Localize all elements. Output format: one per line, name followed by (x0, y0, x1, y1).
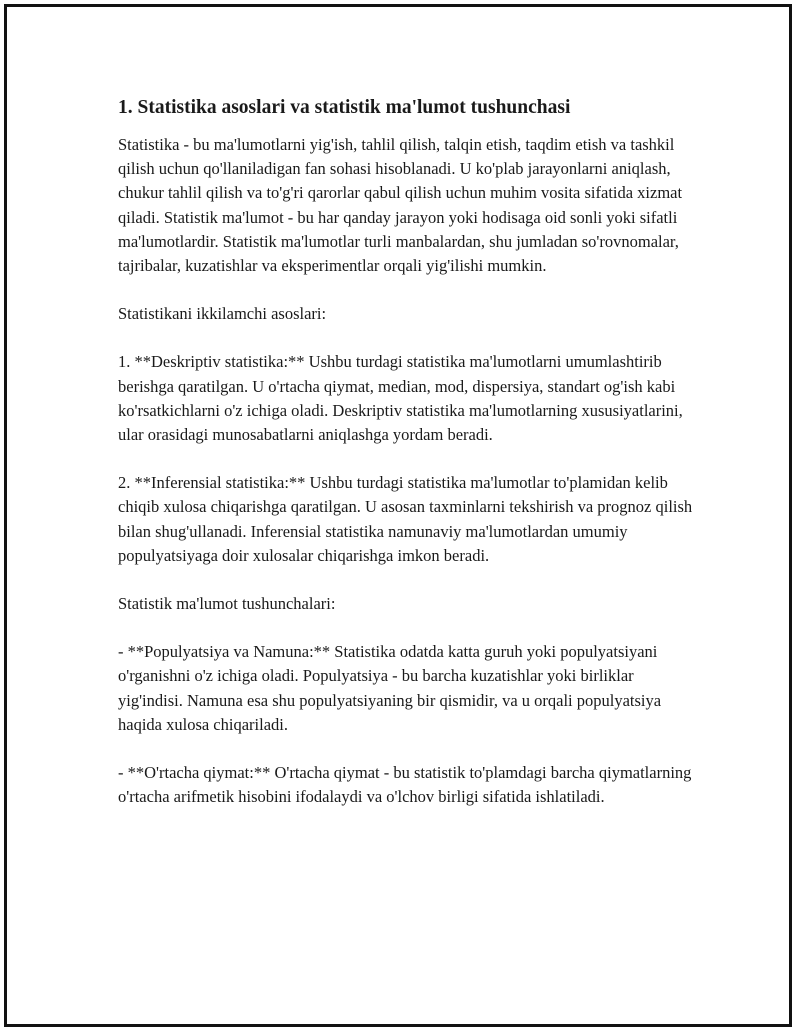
inferential-statistics-paragraph: 2. **Inferensial statistika:** Ushbu turdagi statistika ma'lumotlar to'plamidan kelib chiqib xulosa chiqarishga qaratilgan. U asosan taxminlarni tekshirish va prognoz qilish bilan shug'ullanadi. Inferensial statistika namunaviy ma'lumotlardan umumiy populyatsiyaga doir xulosalar chiqarishga imkon beradi. (118, 473, 693, 565)
subheading-concepts: Statistik ma'lumot tushunchalari: (118, 594, 336, 614)
descriptive-statistics-paragraph: 1. **Deskriptiv statistika:** Ushbu turdagi statistika ma'lumotlarni umumlashtirib berishga qaratilgan. U o'rtacha qiymat, median, mod, dispersiya, standart og'ish kabi ko'rsatkichlarni o'z ichiga oladi. Deskriptiv statistika ma'lumotlarning xususiyatlarini, ular orasidagi munosabatlarni aniqlashga yordam beradi. (118, 352, 683, 445)
document-body (118, 96, 693, 833)
section-title: 1. Statistika asoslari va statistik ma'lumot tushunchasi (118, 97, 571, 118)
subheading-foundations: Statistikani ikkilamchi asoslari: (118, 304, 327, 324)
intro-paragraph: Statistika - bu ma'lumotlarni yig'ish, tahlil qilish, talqin etish, taqdim etish va tashkil qilish uchun qo'llaniladigan fan sohasi hisoblanadi. U ko'plab jarayonlarni aniqlash, chukur tahlil qilish va to'g'ri qarorlar qabul qilish uchun muhim vosita sifatida xizmat qiladi. Statistik ma'lumot - bu har qanday jarayon yoki hodisaga oid sonli yoki sifatli ma'lumotlardir. Statistik ma'lumotlar turli manbalardan, shu jumladan so'rovnomalar, tajribalar, kuzatishlar va eksperimentlar orqali yig'ilishi mumkin. (118, 135, 683, 276)
population-sample-paragraph: - **Populyatsiya va Namuna:** Statistika odatda katta guruh yoki populyatsiyani o'rganishni o'z ichiga oladi. Populyatsiya - bu barcha kuzatishlar yoki birliklar yig'indisi. Namuna esa shu populyatsiyaning bir qismidir, va u orqali populyatsiya haqida xulosa chiqariladi. (118, 642, 662, 734)
mean-value-paragraph: - **O'rtacha qiymat:** O'rtacha qiymat - bu statistik to'plamdagi barcha qiymatlarning o'rtacha arifmetik hisobini ifodalaydi va o'lchov birligi sifatida ishlatiladi. (118, 763, 692, 807)
